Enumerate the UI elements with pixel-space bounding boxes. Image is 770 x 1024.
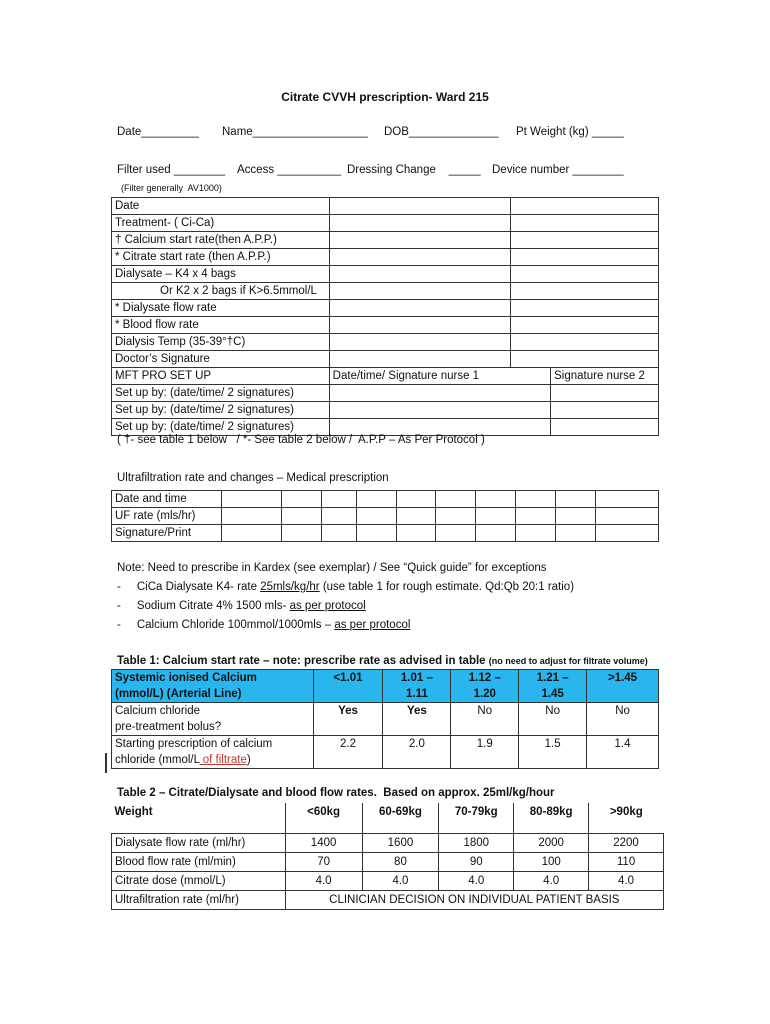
nurse2-header: Signature nurse 2 bbox=[551, 368, 659, 385]
weight-band: >90kg bbox=[589, 803, 664, 834]
row-label: † Calcium start rate(then A.P.P.) bbox=[112, 232, 330, 249]
flow-rate-table bbox=[111, 803, 664, 910]
note-bullet: - Calcium Chloride 100mmol/1000mls – as per protocol bbox=[117, 619, 411, 631]
flow-value: 100 bbox=[514, 853, 589, 872]
flow-value: 1400 bbox=[285, 834, 362, 853]
bolus-value: Yes bbox=[313, 703, 383, 736]
flow-row-label: Blood flow rate (ml/min) bbox=[112, 853, 286, 872]
notes-block bbox=[117, 559, 574, 635]
row-label: MFT PRO SET UP bbox=[112, 368, 330, 385]
row-label: * Citrate start rate (then A.P.P.) bbox=[112, 249, 330, 266]
row-label: Set up by: (date/time/ 2 signatures) bbox=[112, 385, 330, 402]
filter-note: (Filter generally AV1000) bbox=[121, 183, 222, 193]
rate-value: 2.2 bbox=[313, 736, 383, 769]
flow-value: 1600 bbox=[362, 834, 439, 853]
note-line: Note: Need to prescribe in Kardex (see exemplar) / See “Quick guide” for exceptions bbox=[117, 562, 547, 574]
date-field[interactable]: Date_________ bbox=[117, 126, 199, 138]
flow-value: 90 bbox=[439, 853, 514, 872]
flow-value: 4.0 bbox=[439, 872, 514, 891]
flow-row-label: Citrate dose (mmol/L) bbox=[112, 872, 286, 891]
row-label: Date bbox=[112, 198, 330, 215]
rate-value: 1.9 bbox=[451, 736, 519, 769]
rate-value: 1.4 bbox=[587, 736, 659, 769]
uf-row-label: UF rate (mls/hr) bbox=[112, 508, 222, 525]
device-field[interactable]: Device number ________ bbox=[492, 164, 624, 176]
weight-band: 80-89kg bbox=[514, 803, 589, 834]
bolus-value: No bbox=[587, 703, 659, 736]
page-title: Citrate CVVH prescription- Ward 215 bbox=[281, 90, 489, 104]
flow-value: 110 bbox=[589, 853, 664, 872]
uf-row-label: Date and time bbox=[112, 491, 222, 508]
calcium-header: Systemic ionised Calcium (mmol/L) (Arterial Line) bbox=[112, 670, 314, 703]
calcium-range: <1.01 bbox=[313, 670, 383, 703]
bolus-label: Calcium chloride pre-treatment bolus? bbox=[112, 703, 314, 736]
bolus-value: No bbox=[451, 703, 519, 736]
flow-value: 80 bbox=[362, 853, 439, 872]
row-label: Treatment- ( Ci-Ca) bbox=[112, 215, 330, 232]
rate-value: 1.5 bbox=[519, 736, 587, 769]
weight-label: Weight bbox=[112, 803, 286, 834]
row-label: Dialysis Temp (35-39°†C) bbox=[112, 334, 330, 351]
note-bullet: - Sodium Citrate 4% 1500 mls- as per protocol bbox=[117, 600, 366, 612]
weight-band: 70-79kg bbox=[439, 803, 514, 834]
calcium-table bbox=[111, 669, 659, 769]
flow-value: 2200 bbox=[589, 834, 664, 853]
flow-value: 4.0 bbox=[362, 872, 439, 891]
bolus-value: No bbox=[519, 703, 587, 736]
row-label: Or K2 x 2 bags if K>6.5mmol/L bbox=[112, 283, 330, 300]
nurse1-header: Date/time/ Signature nurse 1 bbox=[329, 368, 550, 385]
uf-table bbox=[111, 490, 659, 542]
uf-heading: Ultrafiltration rate and changes – Medical prescription bbox=[117, 472, 389, 484]
filter-field[interactable]: Filter used ________ bbox=[117, 164, 226, 176]
uf-decision: CLINICIAN DECISION ON INDIVIDUAL PATIENT BASIS bbox=[285, 891, 663, 910]
row-label: Set up by: (date/time/ 2 signatures) bbox=[112, 402, 330, 419]
table2-heading: Table 2 – Citrate/Dialysate and blood flow rates. Based on approx. 25ml/kg/hour bbox=[117, 787, 555, 799]
calcium-range: 1.21 – 1.45 bbox=[519, 670, 587, 703]
row-label: Set up by: (date/time/ 2 signatures) bbox=[112, 419, 330, 436]
flow-value: 4.0 bbox=[285, 872, 362, 891]
flow-value: 2000 bbox=[514, 834, 589, 853]
calcium-range: 1.01 – 1.11 bbox=[383, 670, 451, 703]
row-label: * Dialysate flow rate bbox=[112, 300, 330, 317]
row-label: Dialysate – K4 x 4 bags bbox=[112, 266, 330, 283]
weight-band: 60-69kg bbox=[362, 803, 439, 834]
row-label: * Blood flow rate bbox=[112, 317, 330, 334]
flow-row-label: Ultrafiltration rate (ml/hr) bbox=[112, 891, 286, 910]
flow-value: 4.0 bbox=[514, 872, 589, 891]
text-cursor bbox=[105, 753, 107, 773]
flow-value: 4.0 bbox=[589, 872, 664, 891]
row-label: Doctor’s Signature bbox=[112, 351, 330, 368]
weight-band: <60kg bbox=[285, 803, 362, 834]
prescription-table bbox=[111, 197, 659, 436]
rate-value: 2.0 bbox=[383, 736, 451, 769]
table1-heading: Table 1: Calcium start rate – note: prescribe rate as advised in table (no need to adjust for filtrate volume) bbox=[117, 655, 648, 667]
dressing-field[interactable]: Dressing Change _____ bbox=[347, 164, 481, 176]
bolus-value: Yes bbox=[383, 703, 451, 736]
flow-row-label: Dialysate flow rate (ml/hr) bbox=[112, 834, 286, 853]
flow-value: 70 bbox=[285, 853, 362, 872]
calcium-range: >1.45 bbox=[587, 670, 659, 703]
rate-label: Starting prescription of calcium chloride (mmol/L of filtrate) bbox=[112, 736, 314, 769]
calcium-range: 1.12 – 1.20 bbox=[451, 670, 519, 703]
weight-field[interactable]: Pt Weight (kg) _____ bbox=[516, 126, 624, 138]
access-field[interactable]: Access __________ bbox=[237, 164, 342, 176]
main-footnote: ( †- see table 1 below / *- See table 2 below / A.P.P – As Per Protocol ) bbox=[117, 434, 485, 446]
note-bullet: - CiCa Dialysate K4- rate 25mls/kg/hr (use table 1 for rough estimate. Qd:Qb 20:1 ratio) bbox=[117, 581, 575, 593]
dob-field[interactable]: DOB______________ bbox=[384, 126, 499, 138]
uf-row-label: Signature/Print bbox=[112, 525, 222, 542]
name-field[interactable]: Name__________________ bbox=[222, 126, 368, 138]
flow-value: 1800 bbox=[439, 834, 514, 853]
